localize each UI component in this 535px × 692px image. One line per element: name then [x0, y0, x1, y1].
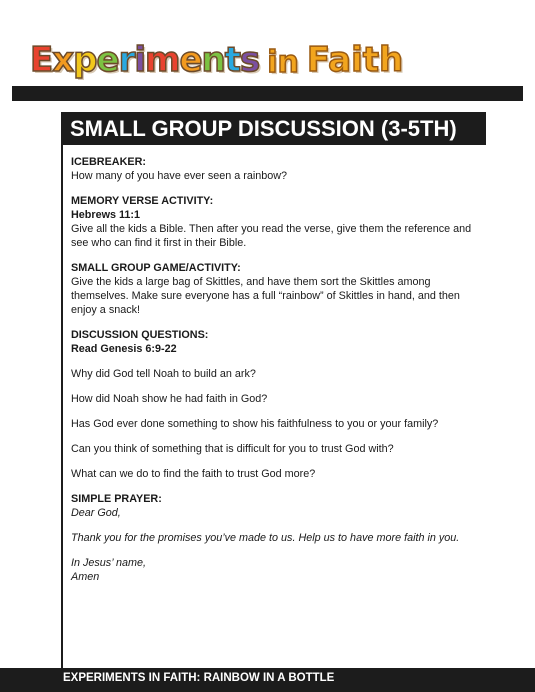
footer-bar: EXPERIMENTS IN FAITH: RAINBOW IN A BOTTLE — [0, 668, 535, 692]
logo — [30, 30, 403, 80]
prayer-amen: Amen — [71, 571, 100, 583]
header-bar — [12, 86, 523, 101]
discussion-question: Why did God tell Noah to build an ark? — [71, 368, 256, 380]
logo-word-faith: Faith — [306, 40, 404, 80]
discussion-question: What can we do to find the faith to trust God more? — [71, 468, 316, 480]
discussion-heading: DISCUSSION QUESTIONS: — [71, 329, 209, 341]
prayer-heading: SIMPLE PRAYER: — [71, 493, 162, 505]
memory-verse-reference: Hebrews 11:1 — [71, 209, 141, 221]
prayer-body: Thank you for the promises you’ve made to us. Help us to have more faith in you. — [71, 532, 460, 544]
icebreaker-heading: ICEBREAKER: — [71, 156, 146, 168]
discussion-question: How did Noah show he had faith in God? — [71, 393, 268, 405]
logo-letter: s — [240, 40, 260, 80]
memory-verse-text: Give all the kids a Bible. Then after you read the verse, give them the reference and see who can find it first in their Bible. — [71, 223, 472, 249]
prayer-greeting: Dear God, — [71, 507, 121, 519]
logo-letter: e — [96, 40, 119, 80]
game-text: Give the kids a large bag of Skittles, and have them sort the Skittles among themselves. Make sure everyone has a full “rainbow” of Skittles in hand, and then enjoy a snack! — [71, 276, 460, 316]
left-rule — [61, 112, 63, 668]
logo-letter: E — [30, 40, 53, 80]
logo-letter: x — [52, 40, 74, 80]
discussion-question: Can you think of something that is difficult for you to trust God with? — [71, 443, 394, 455]
game-heading: SMALL GROUP GAME/ACTIVITY: — [71, 262, 241, 274]
logo-letter: n — [201, 40, 225, 80]
content — [71, 155, 476, 584]
logo-letter: i — [134, 40, 146, 80]
logo-word-in: in — [267, 45, 299, 80]
prayer-closing: In Jesus’ name, — [71, 557, 147, 569]
logo-letter: e — [179, 40, 202, 80]
discussion-reference: Read Genesis 6:9-22 — [71, 343, 177, 355]
logo-letter: m — [145, 40, 180, 80]
discussion-question: Has God ever done something to show his faithfulness to you or your family? — [71, 418, 439, 430]
icebreaker-text: How many of you have ever seen a rainbow? — [71, 170, 288, 182]
logo-word-experiments — [30, 40, 259, 80]
logo-letter: t — [224, 40, 240, 80]
logo-letter: r — [118, 40, 135, 80]
memory-verse-heading: MEMORY VERSE ACTIVITY: — [71, 195, 214, 207]
page-title: SMALL GROUP DISCUSSION (3-5TH) — [61, 112, 486, 145]
logo-letter: p — [73, 40, 97, 80]
